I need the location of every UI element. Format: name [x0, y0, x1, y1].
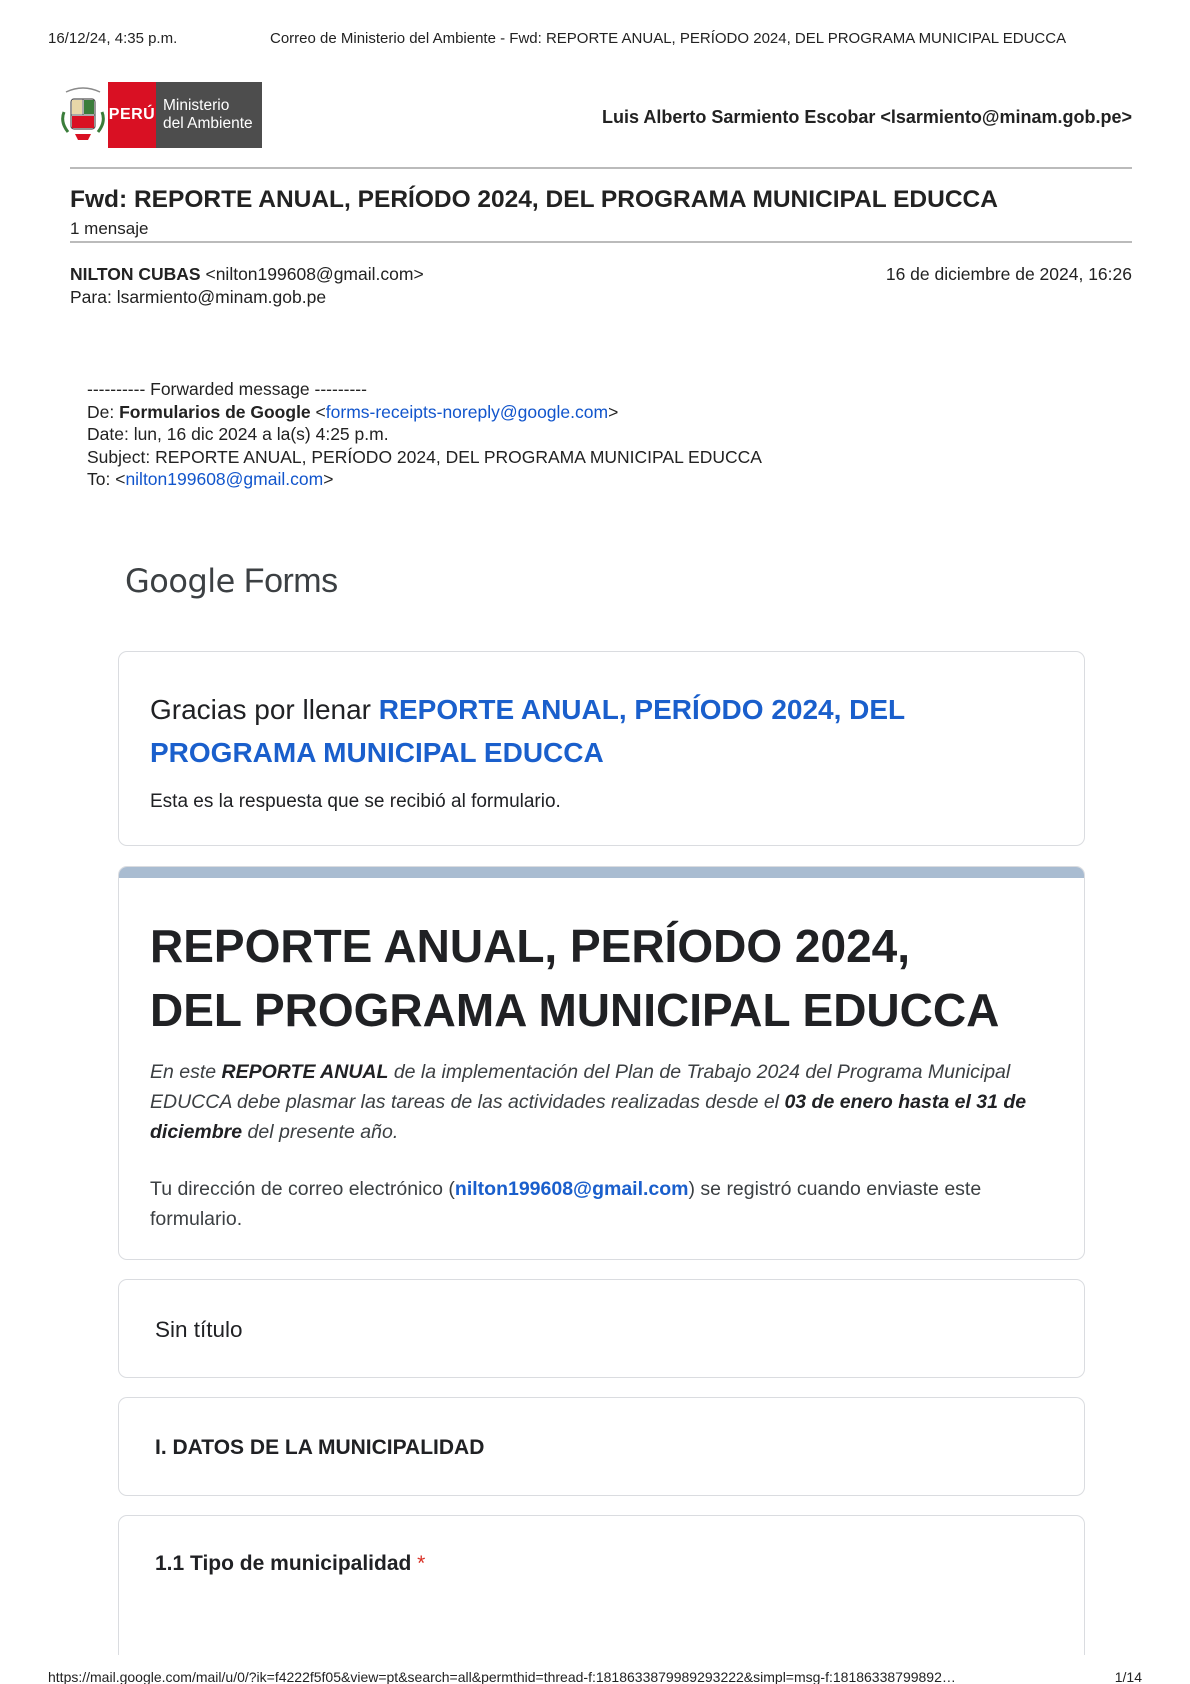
desc-part: del presente año.: [242, 1121, 399, 1143]
form-accent-bar: [119, 867, 1084, 878]
forward-to-email-link[interactable]: nilton199608@gmail.com: [125, 469, 324, 489]
logo-ministry: [156, 82, 262, 148]
divider: [70, 241, 1132, 243]
thread-subject: Fwd: REPORTE ANUAL, PERÍODO 2024, DEL PROGRAMA MUNICIPAL EDUCCA: [70, 186, 998, 213]
google-wordmark: Google: [125, 562, 235, 600]
confirmation-card: [118, 651, 1085, 846]
email-recorded-note: [150, 1174, 1065, 1234]
ministry-logo: [58, 82, 274, 148]
logo-ministry-line1: Ministerio: [163, 97, 230, 114]
forward-to-close: >: [323, 469, 334, 489]
message-count: 1 mensaje: [70, 219, 149, 238]
confirmation-note: Esta es la respuesta que se recibió al formulario.: [150, 791, 561, 812]
recorded-email-link[interactable]: nilton199608@gmail.com: [454, 1178, 689, 1200]
forward-subject: Subject: REPORTE ANUAL, PERÍODO 2024, DEL PROGRAMA MUNICIPAL EDUCCA: [87, 446, 762, 467]
message-sender: [70, 264, 424, 285]
forward-from-email-link[interactable]: forms-receipts-noreply@google.com: [325, 401, 609, 422]
desc-bold: 03 de enero hasta el 31 de diciembre: [150, 1091, 1027, 1143]
logo-country: PERÚ: [108, 82, 156, 148]
forward-from-open: <: [310, 401, 326, 422]
print-page-title: Correo de Ministerio del Ambiente - Fwd: REPORTE ANUAL, PERÍODO 2024, DEL PROGRAMA MUNICIPAL EDUCCA: [270, 30, 1067, 47]
form-name-link[interactable]: REPORTE ANUAL, PERÍODO 2024, DEL PROGRAMA MUNICIPAL EDUCCA: [150, 694, 905, 768]
form-title: [150, 914, 1070, 1042]
form-header-card: [118, 866, 1085, 1260]
page-number: 1/14: [1114, 1669, 1142, 1684]
forwarded-headers: [87, 378, 762, 491]
sender-email: <nilton199608@gmail.com>: [205, 264, 424, 284]
form-description: [150, 1057, 1065, 1147]
forward-from: [87, 401, 762, 424]
form-title-line1: REPORTE ANUAL, PERÍODO 2024,: [150, 920, 911, 972]
message-date: 16 de diciembre de 2024, 16:26: [885, 264, 1132, 284]
section-title: I. DATOS DE LA MUNICIPALIDAD: [155, 1436, 485, 1459]
forward-date: Date: lun, 16 dic 2024 a la(s) 4:25 p.m.: [87, 424, 389, 444]
logo-ministry-line2: del Ambiente: [163, 115, 253, 132]
forward-separator: ---------- Forwarded message ---------: [87, 379, 367, 399]
section-title: Sin título: [155, 1317, 243, 1342]
question-title: [155, 1552, 425, 1576]
thanks-message: [150, 688, 1050, 774]
sender-name: NILTON CUBAS: [70, 264, 201, 284]
desc-part: En este: [150, 1061, 222, 1083]
question-label: 1.1 Tipo de municipalidad: [155, 1552, 412, 1575]
desc-bold: REPORTE ANUAL: [221, 1061, 389, 1083]
print-footer: [48, 1669, 1142, 1684]
section-card-municipality: [118, 1397, 1085, 1496]
forward-from-label: De:: [87, 401, 120, 422]
forward-to-label: To: <: [87, 469, 126, 489]
print-url: https://mail.google.com/mail/u/0/?ik=f4222f5f05&view=pt&search=all&permthid=thread-f:1818633879989293222&simpl=msg-f:18186338799892…: [48, 1669, 956, 1684]
section-card-untitled: [118, 1279, 1085, 1378]
desc-part: de la implementación del Plan de Trabajo 2024 del Programa Municipal EDUCCA debe plasmar las tareas de las actividades realizadas desde el: [150, 1061, 1011, 1113]
account-identity: Luis Alberto Sarmiento Escobar <lsarmiento@minam.gob.pe>: [601, 107, 1132, 127]
recorded-part: Tu dirección de correo electrónico (: [150, 1178, 455, 1200]
message-recipient: Para: lsarmiento@minam.gob.pe: [70, 287, 327, 307]
print-header: [48, 30, 1142, 50]
question-card: [118, 1515, 1085, 1655]
thanks-prefix: Gracias por llenar: [150, 694, 379, 725]
forms-wordmark: Forms: [243, 562, 338, 600]
required-marker: *: [417, 1552, 426, 1575]
forward-to: [87, 468, 762, 491]
recorded-part: ) se registró cuando enviaste este formulario.: [150, 1178, 982, 1230]
form-title-line2: DEL PROGRAMA MUNICIPAL EDUCCA: [150, 984, 1000, 1036]
print-timestamp: 16/12/24, 4:35 p.m.: [48, 30, 178, 47]
coat-of-arms-icon: [58, 82, 108, 148]
divider: [70, 167, 1132, 169]
forward-from-name: Formularios de Google: [119, 401, 311, 422]
google-forms-logo: [125, 562, 338, 601]
forward-from-close: >: [608, 401, 619, 422]
